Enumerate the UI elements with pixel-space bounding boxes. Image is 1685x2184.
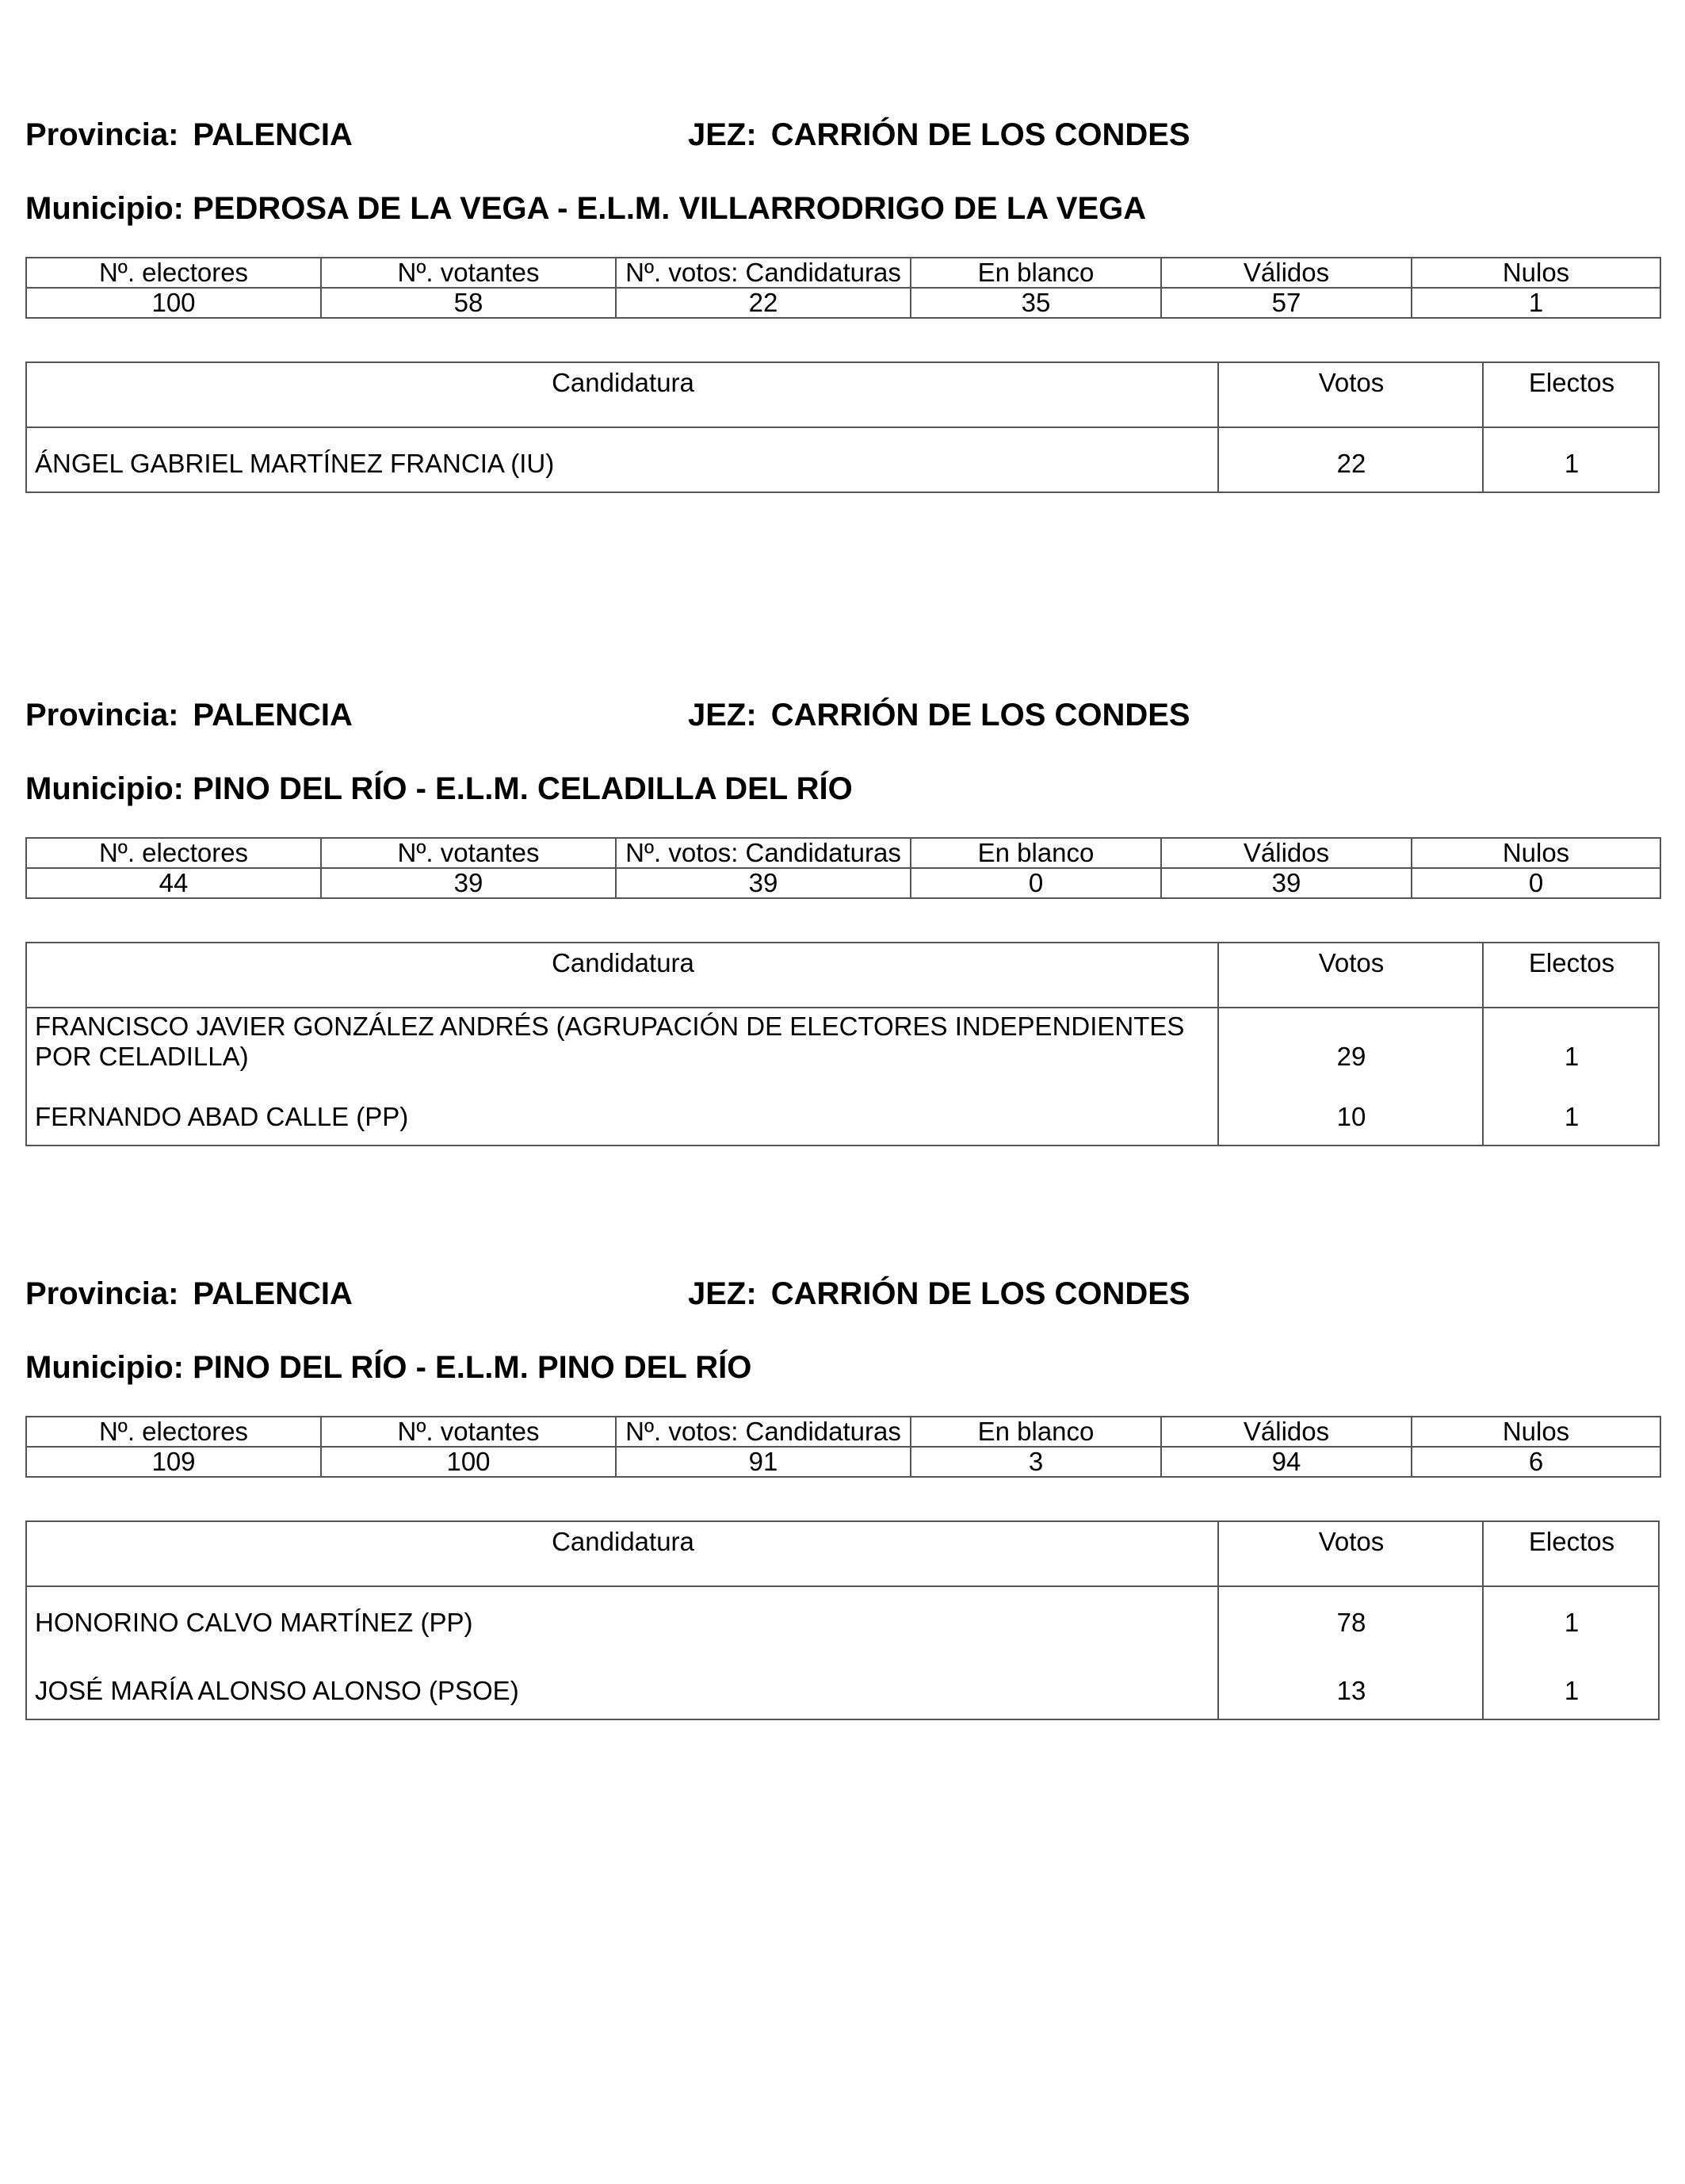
candidates-header-row — [27, 1522, 1658, 1587]
stats-value-votantes: 39 — [321, 868, 616, 898]
candidates-table — [25, 361, 1660, 493]
candidates-table — [25, 1520, 1660, 1720]
municipio-line — [25, 1352, 751, 1383]
candidate-name: FERNANDO ABAD CALLE (PP) — [35, 1102, 409, 1131]
stats-header-nulos: Nulos — [1412, 258, 1660, 288]
stats-value-electores: 100 — [26, 288, 321, 318]
stats-value-nulos: 6 — [1412, 1447, 1660, 1477]
stats-value-row — [26, 288, 1660, 318]
municipio-line — [25, 773, 853, 805]
stats-header-votos-candidaturas: Nº. votos: Candidaturas — [616, 1417, 911, 1447]
jez-line — [688, 1278, 1190, 1310]
municipio-value: PEDROSA DE LA VEGA - E.L.M. VILLARRODRIGO DE LA VEGA — [193, 191, 1147, 226]
candidate-name: JOSÉ MARÍA ALONSO ALONSO (PSOE) — [35, 1676, 519, 1705]
stats-header-votos-candidaturas: Nº. votos: Candidaturas — [616, 258, 911, 288]
municipio-label: Municipio: — [25, 771, 184, 806]
stats-value-validos: 39 — [1161, 868, 1412, 898]
candidate-electos: 1 — [1564, 1042, 1580, 1071]
stats-table — [25, 1416, 1661, 1478]
stats-header-electores: Nº. electores — [26, 258, 321, 288]
municipio-label: Municipio: — [25, 191, 184, 226]
candidate-name: HONORINO CALVO MARTÍNEZ (PP) — [35, 1608, 473, 1637]
candidate-name-line1: FRANCISCO JAVIER GONZÁLEZ ANDRÉS (AGRUPACIÓN DE ELECTORES INDEPENDIENTES — [35, 1012, 1185, 1041]
stats-header-votantes: Nº. votantes — [321, 258, 616, 288]
stats-value-en-blanco: 35 — [911, 288, 1161, 318]
provincia-label: Provincia: — [25, 698, 179, 732]
jez-label: JEZ: — [688, 698, 757, 732]
stats-header-en-blanco: En blanco — [911, 258, 1161, 288]
candidate-electos: 1 — [1564, 1102, 1580, 1131]
stats-value-electores: 109 — [26, 1447, 321, 1477]
stats-header-votantes: Nº. votantes — [321, 838, 616, 868]
candidates-header-row — [27, 363, 1658, 428]
provincia-line — [25, 699, 353, 731]
candidates-table — [25, 942, 1660, 1146]
jez-value: CARRIÓN DE LOS CONDES — [770, 117, 1190, 152]
header-electos: Electos — [1528, 368, 1615, 397]
stats-value-votantes: 58 — [321, 288, 616, 318]
provincia-line — [25, 119, 353, 151]
stats-value-en-blanco: 3 — [911, 1447, 1161, 1477]
jez-value: CARRIÓN DE LOS CONDES — [770, 1276, 1190, 1311]
jez-label: JEZ: — [688, 1276, 757, 1311]
stats-value-votantes: 100 — [321, 1447, 616, 1477]
stats-header-validos: Válidos — [1161, 838, 1412, 868]
municipio-label: Municipio: — [25, 1350, 184, 1385]
header-votos: Votos — [1318, 1527, 1385, 1556]
stats-value-en-blanco: 0 — [911, 868, 1161, 898]
candidate-name — [35, 1012, 1208, 1072]
header-candidatura: Candidatura — [552, 948, 694, 977]
candidate-votos: 13 — [1336, 1676, 1366, 1705]
stats-value-nulos: 1 — [1412, 288, 1660, 318]
candidate-electos: 1 — [1564, 1608, 1580, 1637]
stats-header-votos-candidaturas: Nº. votos: Candidaturas — [616, 838, 911, 868]
stats-header-electores: Nº. electores — [26, 838, 321, 868]
stats-header-validos: Válidos — [1161, 258, 1412, 288]
header-candidatura: Candidatura — [552, 368, 694, 397]
stats-header-nulos: Nulos — [1412, 1417, 1660, 1447]
header-votos: Votos — [1318, 948, 1385, 977]
stats-value-validos: 57 — [1161, 288, 1412, 318]
jez-value: CARRIÓN DE LOS CONDES — [770, 698, 1190, 732]
jez-line — [688, 119, 1190, 151]
candidate-votos: 22 — [1336, 449, 1366, 478]
candidate-votos: 78 — [1336, 1608, 1366, 1637]
jez-line — [688, 699, 1190, 731]
provincia-value: PALENCIA — [193, 698, 353, 732]
candidate-name-line2: POR CELADILLA) — [35, 1042, 249, 1071]
stats-header-row — [26, 838, 1660, 868]
candidate-electos: 1 — [1564, 449, 1580, 478]
municipio-value: PINO DEL RÍO - E.L.M. PINO DEL RÍO — [193, 1350, 752, 1385]
stats-value-nulos: 0 — [1412, 868, 1660, 898]
candidate-votos: 10 — [1336, 1102, 1366, 1131]
stats-value-votos-candidaturas: 39 — [616, 868, 911, 898]
stats-value-validos: 94 — [1161, 1447, 1412, 1477]
jez-label: JEZ: — [688, 117, 757, 152]
stats-table — [25, 257, 1661, 319]
stats-header-electores: Nº. electores — [26, 1417, 321, 1447]
provincia-label: Provincia: — [25, 1276, 179, 1311]
header-votos: Votos — [1318, 368, 1385, 397]
stats-header-votantes: Nº. votantes — [321, 1417, 616, 1447]
stats-value-electores: 44 — [26, 868, 321, 898]
stats-header-en-blanco: En blanco — [911, 838, 1161, 868]
stats-table — [25, 837, 1661, 899]
stats-header-row — [26, 258, 1660, 288]
provincia-value: PALENCIA — [193, 1276, 353, 1311]
candidates-header-row — [27, 943, 1658, 1008]
municipio-value: PINO DEL RÍO - E.L.M. CELADILLA DEL RÍO — [193, 771, 853, 806]
header-electos: Electos — [1528, 948, 1615, 977]
provincia-label: Provincia: — [25, 117, 179, 152]
stats-value-row — [26, 1447, 1660, 1477]
stats-value-votos-candidaturas: 22 — [616, 288, 911, 318]
candidate-votos: 29 — [1336, 1042, 1366, 1071]
stats-header-validos: Válidos — [1161, 1417, 1412, 1447]
stats-header-en-blanco: En blanco — [911, 1417, 1161, 1447]
stats-header-row — [26, 1417, 1660, 1447]
candidate-name: ÁNGEL GABRIEL MARTÍNEZ FRANCIA (IU) — [35, 449, 555, 478]
provincia-value: PALENCIA — [193, 117, 353, 152]
header-candidatura: Candidatura — [552, 1527, 694, 1556]
stats-value-row — [26, 868, 1660, 898]
header-electos: Electos — [1528, 1527, 1615, 1556]
stats-header-nulos: Nulos — [1412, 838, 1660, 868]
candidate-electos: 1 — [1564, 1676, 1580, 1705]
stats-value-votos-candidaturas: 91 — [616, 1447, 911, 1477]
provincia-line — [25, 1278, 353, 1310]
municipio-line — [25, 193, 1146, 224]
